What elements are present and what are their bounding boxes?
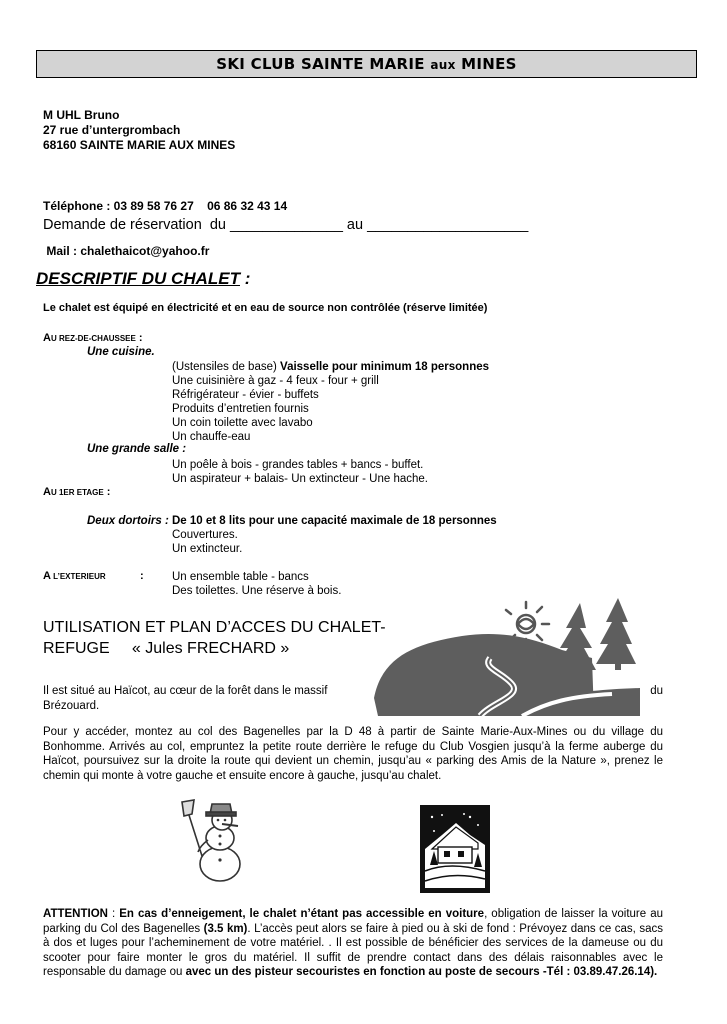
dortoirs-item: Un extincteur. — [172, 543, 243, 555]
cuisine-item: Un coin toilette avec lavabo — [172, 417, 313, 429]
page-title: SKI CLUB SAINTE MARIE aux MINES — [216, 55, 517, 73]
salle-item: Un aspirateur + balais- Un extincteur - Une hache. — [172, 473, 429, 485]
chalet-intro: Le chalet est équipé en électricité et en eau de source non contrôlée (réserve limitée) — [43, 302, 488, 314]
access-paragraph: Pour y accéder, montez au col des Bagenelles par la D 48 à partir de Sainte Marie-Aux-Mines ou du village du Bonhomme. Arrivés au col, empruntez la petite route derrière le refuge du Club Vosgien jusqu’à la ferme auberge du Haïcot, poursuivez sur la droite la route qui devient un chemin, jusqu’au « parking des Amis de la Nature », prenez le chemin qui monte à votre gauche et ensuite encore à gauche, jusqu’au chalet. — [43, 726, 663, 782]
cuisine-item: Produits d’entretien fournis — [172, 403, 309, 415]
exterieur-colon: : — [140, 570, 144, 582]
cuisine-item: Une cuisinière à gaz - 4 feux - four + grill — [172, 375, 379, 387]
contact-address — [43, 108, 235, 153]
dortoirs-items — [172, 528, 242, 556]
exterieur-label: A L’EXTERIEUR — [43, 570, 106, 582]
contact-mail: Mail : chalethaicot@yahoo.fr — [43, 244, 210, 258]
salle-label: Une grande salle : — [87, 443, 187, 455]
cuisine-item: (Ustensiles de base) Vaisselle pour minimum 18 personnes — [172, 361, 490, 373]
exterieur-items — [172, 570, 341, 598]
cuisine-items — [172, 360, 489, 444]
exterieur-item: Des toilettes. Une réserve à bois. — [172, 585, 342, 597]
rdc-label: AU REZ-DE-CHAUSSEE : — [43, 332, 143, 344]
salle-item: Un poêle à bois - grandes tables + bancs - buffet. — [172, 459, 424, 471]
etage-label: AU 1ER ETAGE : — [43, 486, 111, 498]
contact-phone: Téléphone : 03 89 58 76 27 06 86 32 43 14 — [43, 199, 288, 213]
cuisine-label: Une cuisine. — [87, 346, 155, 358]
reservation-request: Demande de réservation du ______________ au ____________________ — [43, 217, 529, 233]
snowy-chalet-icon — [420, 805, 490, 893]
title-banner — [36, 50, 697, 78]
contact-street: 27 rue d’untergrombach — [43, 123, 181, 137]
dortoirs-text: De 10 et 8 lits pour une capacité maximale de 18 personnes — [171, 515, 497, 527]
descriptif-heading: DESCRIPTIF DU CHALET : — [36, 269, 251, 288]
contact-name: M UHL Bruno — [43, 108, 120, 122]
dortoirs-label: Deux dortoirs : — [87, 515, 172, 527]
snowman-icon — [178, 798, 250, 884]
dortoirs-line — [87, 514, 497, 528]
dortoirs-item: Couvertures. — [172, 529, 238, 541]
attention-label: ATTENTION — [43, 908, 108, 920]
salle-items — [172, 458, 428, 486]
utilisation-heading: UTILISATION ET PLAN D’ACCES DU CHALET- REFUGE « Jules FRECHARD » — [43, 619, 386, 657]
location-paragraph: Il est situé au Haïcot, au cœur de la forêt dans le massif du Brézouard. — [43, 685, 663, 712]
cuisine-item: Réfrigérateur - évier - buffets — [172, 389, 319, 401]
attention-paragraph: ATTENTION : En cas d’enneigement, le chalet n’étant pas accessible en voiture, obligation de laisser la voiture au parking du Col des Bagenelles (3.5 km). L’accès peut alors se faire à pied ou à ski de fond : Prévoyez dans ce cas, sacs à dos et luges pour l’acheminement de votre matériel. . Il est possible de bénéficier des services de la dameuse ou du scooter pour faire monter le gros du matériel. Il suffit de prendre contact dans des délais raisonnables avec le responsable du damage ou avec un des pisteur secouristes en fonction au poste de secours -Tél : 03.89.47.26.14). — [43, 908, 664, 978]
exterieur-item: Un ensemble table - bancs — [172, 571, 309, 583]
cuisine-item: Un chauffe-eau — [172, 431, 251, 443]
contact-city: 68160 SAINTE MARIE AUX MINES — [43, 138, 236, 152]
